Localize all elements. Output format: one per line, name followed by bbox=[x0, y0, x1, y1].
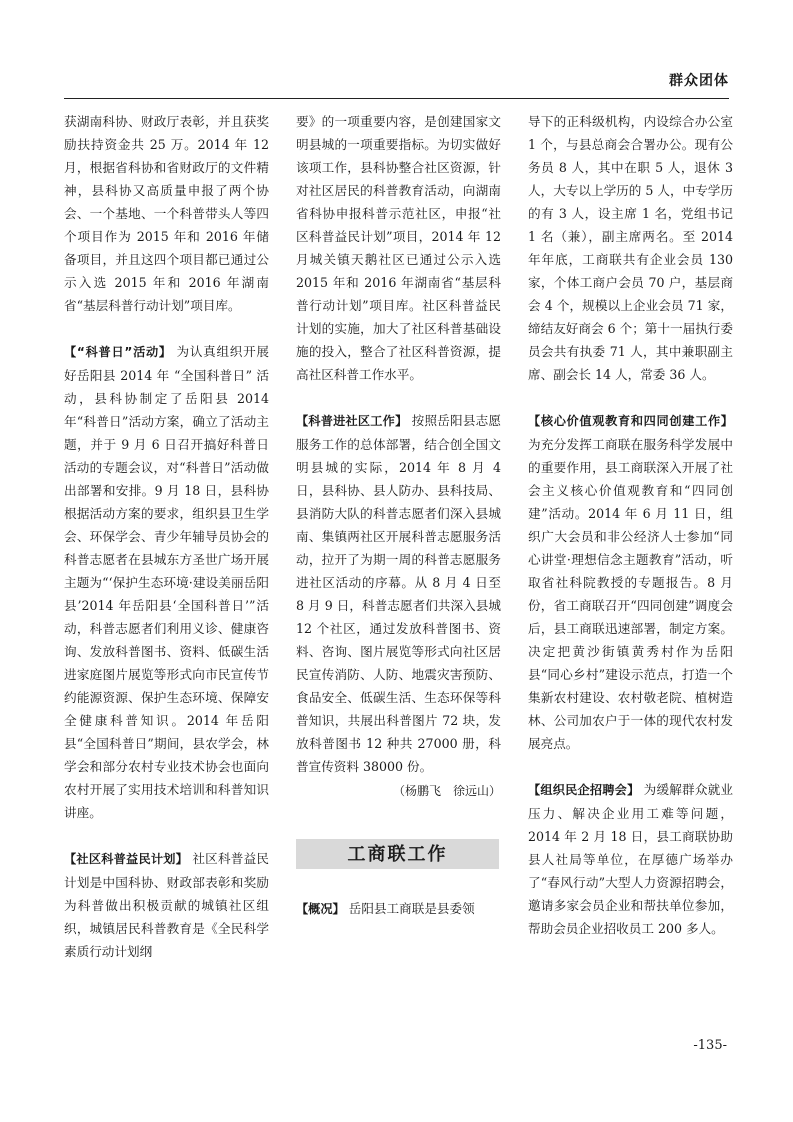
text-column-3 bbox=[528, 110, 733, 940]
section-banner-title: 工商联工作 bbox=[347, 843, 448, 865]
paragraph-heading: 【科普进社区工作】 bbox=[296, 414, 408, 428]
paragraph-science-day bbox=[64, 340, 269, 824]
paragraph-heading: 【“科普日”活动】 bbox=[64, 345, 172, 359]
paragraph-body: 为充分发挥工商联在服务科学发展中的重要作用，县工商联深入开展了社会主义核心价值观教育和“四同创建”活动。2014 年 6 月 11 日，组织广大会员和非公经济人士参加“同心讲堂·理想信念主题教育”活动，听取省社科院教授的专题报告。8 月份，省工商联召开“四同创建”调度会后，县工商联迅速部署，制定方案。决定把黄沙街镇黄秀村作为岳阳县“同心乡村”建设示范点，打造一个集新农村建设、农村敬老院、植树造林、公司加农户于一体的现代农村发展亮点。 bbox=[528, 437, 733, 751]
header-rule bbox=[64, 98, 729, 99]
page-number: -135- bbox=[693, 1038, 727, 1053]
paragraph-heading: 【组织民企招聘会】 bbox=[528, 783, 640, 797]
paragraph: 导下的正科级机构，内设综合办公室 1 个，与县总商会合署办公。现有公务员 8 人，其中在职 5 人，退休 3 人，大专以上学历的 5 人，中专学历的有 3 人，设主席 1 名，党组书记 1 名（兼），副主席两名。至 2014 年年底，工商联共有企业会员 130 家，个体工商户会员 70 户，基层商会 4 个，规模以上企业会员 71 家，缔结友好商会 6 个；第十一届执行委员会共有执委 71 人，其中兼职副主席、副会长 14 人，常委 36 人。 bbox=[528, 114, 733, 382]
section-banner bbox=[296, 839, 499, 869]
paragraph-job-fair bbox=[528, 778, 733, 940]
paragraph-body: 为缓解群众就业压力、解决企业用工难等问题，2014 年 2 月 18 日，县工商联协助县人社局等单位，在厚德广场举办了“春风行动”大型人力资源招聘会，邀请多家会员企业和帮扶单位参加，帮助会员企业招收员工 200 多人。 bbox=[528, 782, 734, 936]
text-column-1 bbox=[64, 110, 269, 963]
text-column-2 bbox=[296, 110, 501, 921]
section-header: 群众团体 bbox=[669, 73, 729, 89]
paragraph-core-values bbox=[528, 409, 733, 755]
paragraph-body: 为认真组织开展好岳阳县 2014 年 “全国科普日” 活动，县科协制定了岳阳县 2014 年“科普日”活动方案，确立了活动主题，并于 9 月 6 日召开搞好科普日活动的专题会议，对“科普日”活动做出部署和安排。9 月 18 日，县科协根据活动方案的要求，组织县卫生学会、环保学会、青少年辅导员协会的科普志愿者在县城东方圣世广场开展主题为“‘保护生态环境·建设美丽岳阳县’2014 年岳阳县‘全国科普日’”活动，科普志愿者们利用义诊、健康咨询、发放科普图书、资料、低碳生活进家庭图片展览等形式向市民宣传节约能源资源、保护生态环境、保障安全健康科普知识。2014 年岳阳县“全国科普日”期间，县农学会，林学会和部分农村专业技术协会也面向农村开展了实用技术培训和科普知识讲座。 bbox=[64, 344, 269, 820]
paragraph: 要》的一项重要内容，是创建国家文明县城的一项重要指标。为切实做好该项工作，县科协整合社区资源，针对社区居民的科普教育活动，向湖南省科协申报科普示范社区，申报“社区科普益民计划”项目，2014 年 12 月城关镇天鹅社区已通过公示入选 2015 年和 2016 年湖南省“基层科普行动计划”项目库。社区科普益民计划的实施，加大了社区科普基础设施的投入，整合了社区科普资源，提高社区科普工作水平。 bbox=[296, 114, 501, 382]
paragraph-body: 按照岳阳县志愿服务工作的总体部署，结合创全国文明县城的实际，2014 年 8 月 4 日，县科协、县人防办、县科技局、县消防大队的科普志愿者们深入县城南、集镇两社区开展科普志愿服务活动，拉开了为期一周的科普志愿服务进社区活动的序幕。从 8 月 4 日至 8 月 9 日，科普志愿者们共深入县城 12 个社区，通过发放科普图书、资料、咨询、图片展览等形式向社区居民宣传消防、人防、地震灾害预防、食品安全、低碳生活、生态环保等科普知识，共展出科普图片 72 块，发放科普图书 12 种共 27000 册，科普宣传资料 38000 份。 bbox=[296, 413, 502, 774]
paragraph-heading: 【社区科普益民计划】 bbox=[64, 852, 189, 866]
paragraph-community-plan bbox=[64, 847, 269, 963]
paragraph-community-work bbox=[296, 409, 501, 778]
paragraph-heading: 【概况】 bbox=[296, 902, 345, 916]
author-signature: （杨鹏飞 徐远山） bbox=[392, 784, 501, 798]
paragraph: 获湖南科协、财政厅表彰，并且获奖励扶持资金共 25 万。2014 年 12 月，根据省科协和省财政厅的文件精神，县科协又高质量申报了两个协会、一个基地、一个科普带头人等四个项目作为 2015 年和 2016 年储备项目，并且这四个项目都已通过公示入选 2015 年和 2016 年湖南省“基层科普行动计划”项目库。 bbox=[64, 114, 269, 313]
paragraph-body: 岳阳县工商联是县委领 bbox=[344, 901, 475, 916]
paragraph-body: 社区科普益民计划是中国科协、财政部表彰和奖励为科普做出积极贡献的城镇社区组织，城镇居民科普教育是《全民科学素质行动计划纲 bbox=[64, 851, 269, 959]
paragraph-overview bbox=[296, 897, 501, 921]
paragraph-heading: 【核心价值观教育和四同创建工作】 bbox=[528, 414, 733, 428]
